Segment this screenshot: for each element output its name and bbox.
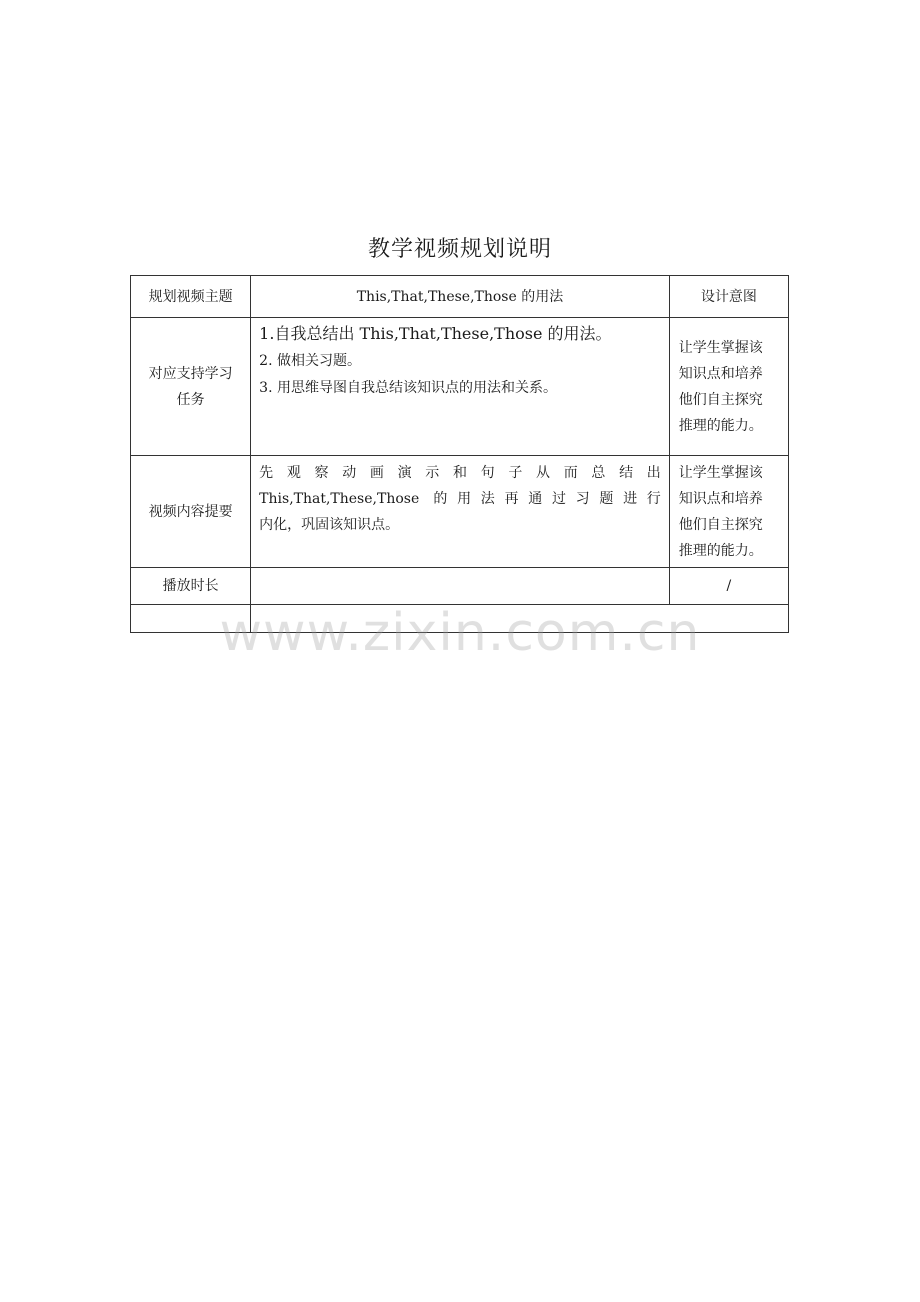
task-item-2: 2. 做相关习题。 <box>259 353 361 369</box>
intent-line: 知识点和培养 <box>678 365 763 382</box>
design-intent-content <box>669 456 788 568</box>
tasks-list <box>251 318 670 456</box>
document-title: 教学视频规划说明 <box>367 237 552 262</box>
header-design-intent: 设计意图 <box>669 276 788 318</box>
row-duration <box>131 568 789 605</box>
row-empty <box>131 605 789 633</box>
row-content-summary <box>131 456 789 568</box>
empty-cell-right <box>251 605 789 633</box>
duration-note: / <box>669 568 788 605</box>
content-summary <box>251 456 670 568</box>
label-tasks-line2: 任务 <box>176 391 205 408</box>
label-tasks <box>131 318 251 456</box>
empty-cell-left <box>131 605 251 633</box>
intent-line: 他们自主探究 <box>678 516 763 533</box>
label-duration: 播放时长 <box>131 568 251 605</box>
task-item-1: 1.自我总结出 This,That,These,Those 的用法。 <box>259 324 612 343</box>
label-tasks-line1: 对应支持学习 <box>148 365 233 382</box>
intent-line: 知识点和培养 <box>678 490 763 507</box>
row-tasks <box>131 318 789 456</box>
task-item-3: 3. 用思维导图自我总结该知识点的用法和关系。 <box>259 380 557 396</box>
design-intent-tasks <box>669 318 788 456</box>
watermark: www.zixin.com.cn <box>219 603 701 663</box>
row-topic <box>131 276 789 318</box>
content-line-2: This,That,These,Those 的用法再通过习题进行 <box>259 491 661 507</box>
label-topic: 规划视频主题 <box>131 276 251 318</box>
intent-line: 他们自主探究 <box>678 391 763 408</box>
intent-line: 推理的能力。 <box>678 542 763 559</box>
plan-table <box>130 275 789 633</box>
duration-value <box>251 568 670 605</box>
content-line-3: 内化，巩固该知识点。 <box>259 517 400 533</box>
intent-line: 让学生掌握该 <box>678 339 763 356</box>
intent-line: 让学生掌握该 <box>678 464 763 481</box>
intent-line: 推理的能力。 <box>678 417 763 434</box>
topic-value: This,That,These,Those 的用法 <box>251 276 670 318</box>
label-content-summary: 视频内容提要 <box>131 456 251 568</box>
content-line-1: 先观察动画演示和句子从而总结出 <box>259 465 661 481</box>
